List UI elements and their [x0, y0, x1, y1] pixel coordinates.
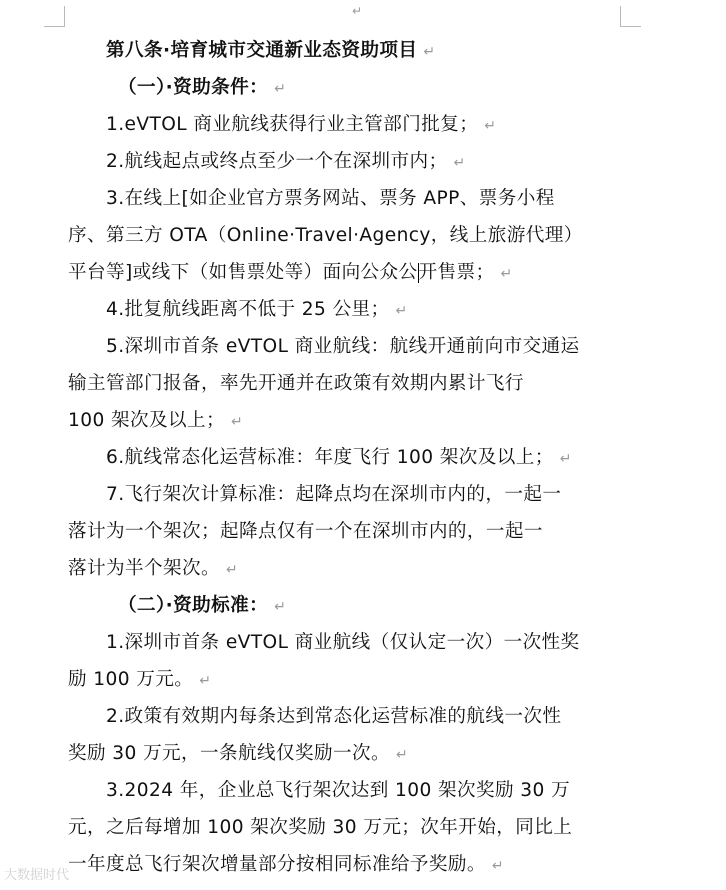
- paragraph-mark-icon: ↵: [500, 266, 513, 282]
- standard-item-2-line-1: 2.政策有效期内每条达到常态化运营标准的航线一次性: [106, 706, 562, 727]
- paragraph-mark-icon: ↵: [559, 451, 572, 467]
- paragraph-mark-icon: ↵: [199, 673, 212, 689]
- standard-item-3-line-3: 一年度总飞行架次增量部分按相同标准给予奖励。 ↵: [68, 854, 505, 875]
- paragraph-mark-icon: ↵: [274, 81, 287, 97]
- standard-item-1-line-2: 励 100 万元。 ↵: [68, 669, 212, 690]
- page-corner-top-right: [620, 6, 641, 27]
- condition-item-5-line-1: 5.深圳市首条 eVTOL 商业航线：航线开通前向市交通运: [106, 336, 580, 357]
- condition-item-7-line-3: 落计为半个架次。 ↵: [68, 558, 239, 579]
- paragraph-mark-icon: ↵: [491, 858, 505, 874]
- condition-item-1: 1.eVTOL 商业航线获得行业主管部门批复； ↵: [106, 114, 497, 135]
- condition-item-3-line-2: 序、第三方 OTA（Online·Travel·Agency，线上旅游代理）: [68, 225, 583, 246]
- paragraph-mark-icon: ↵: [395, 303, 408, 319]
- condition-item-2: 2.航线起点或终点至少一个在深圳市内； ↵: [106, 151, 466, 172]
- condition-item-3-line-3: 平台等]或线下（如售票处等）面向公众公开售票； ↵: [68, 262, 513, 283]
- document-body[interactable]: [68, 32, 628, 883]
- condition-item-7-line-1: 7.飞行架次计算标准：起降点均在深圳市内的，一起一: [106, 484, 562, 505]
- section-title: （二）·资助标准： ↵: [118, 595, 287, 616]
- page-corner-top-left: [44, 6, 65, 27]
- article-heading: 第八条·培育城市交通新业态资助项目 ↵: [106, 40, 436, 61]
- standard-item-1-line-1: 1.深圳市首条 eVTOL 商业航线（仅认定一次）一次性奖: [106, 632, 580, 653]
- watermark-logo: 大数据时代: [4, 868, 70, 883]
- condition-item-4: 4.批复航线距离不低于 25 公里； ↵: [106, 299, 408, 320]
- condition-item-7-line-2: 落计为一个架次；起降点仅有一个在深圳市内的，一起一: [68, 521, 543, 542]
- condition-item-3-line-1: 3.在线上[如企业官方票务网站、票务 APP、票务小程: [106, 188, 555, 209]
- condition-item-5-line-3: 100 架次及以上； ↵: [68, 410, 244, 431]
- standard-item-3-line-2: 元，之后每增加 100 架次奖励 30 万元；次年开始，同比上: [68, 817, 573, 838]
- paragraph-mark-icon: ↵: [352, 4, 363, 18]
- paragraph-mark-icon: ↵: [423, 44, 436, 60]
- paragraph-mark-icon: ↵: [274, 599, 287, 615]
- paragraph-mark-icon: ↵: [225, 562, 239, 578]
- condition-item-5-line-2: 输主管部门报备，率先开通并在政策有效期内累计飞行: [68, 373, 524, 394]
- condition-item-6: 6.航线常态化运营标准：年度飞行 100 架次及以上； ↵: [106, 447, 572, 468]
- paragraph-mark-icon: ↵: [230, 414, 244, 430]
- standard-item-2-line-2: 奖励 30 万元，一条航线仅奖励一次。 ↵: [68, 743, 409, 764]
- paragraph-mark-icon: ↵: [396, 747, 409, 763]
- standard-item-3-line-1: 3.2024 年，企业总飞行架次达到 100 架次奖励 30 万: [106, 780, 571, 801]
- paragraph-mark-icon: ↵: [453, 155, 466, 171]
- paragraph-mark-icon: ↵: [484, 118, 497, 134]
- section-title: （一）·资助条件： ↵: [118, 77, 287, 98]
